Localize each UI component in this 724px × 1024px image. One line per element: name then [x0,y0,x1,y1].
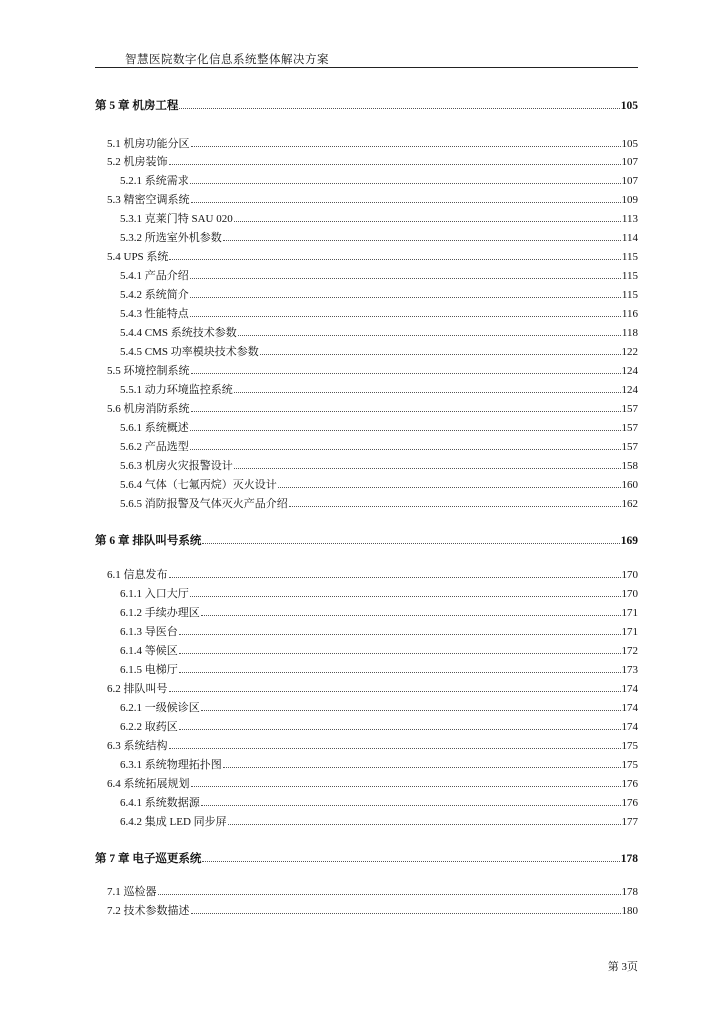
dot-leader [169,738,621,749]
toc-entry-page: 160 [621,479,638,491]
toc-entry[interactable] [95,249,638,265]
dot-leader [190,268,621,279]
dot-leader [202,851,619,862]
toc-entry[interactable] [95,643,638,659]
toc-entry-title: 5.3.2 所选室外机参数 [120,232,222,244]
toc-entry[interactable] [95,477,638,493]
toc-entry-title: 6.1.4 等候区 [120,645,178,657]
toc-entry-title: 6.1.2 手续办理区 [120,607,200,619]
toc-entry[interactable] [95,439,638,455]
toc-entry-page: 175 [621,740,638,752]
toc-entry-page: 109 [621,194,638,206]
toc-entry[interactable] [95,884,638,900]
dot-leader [238,325,621,336]
toc-entry[interactable] [95,586,638,602]
dot-leader [201,795,621,806]
toc-entry[interactable] [95,738,638,754]
toc-entry-title: 5.6.4 气体（七氟丙烷）灭火设计 [120,479,277,491]
dot-leader [190,287,621,298]
dot-leader [190,439,621,450]
dot-leader [201,605,621,616]
toc-entry[interactable] [95,154,638,170]
toc-entry[interactable] [95,776,638,792]
dot-leader [169,154,621,165]
toc-entry-page: 171 [621,626,638,638]
toc-entry-title: 5.2 机房装饰 [107,156,168,168]
toc-entry[interactable] [95,211,638,227]
toc-entry-page: 177 [621,816,638,828]
dot-leader [223,757,621,768]
toc-entry-title: 7.2 技术参数描述 [107,905,190,917]
toc-entry-title: 5.1 机房功能分区 [107,138,190,150]
toc-entry[interactable] [95,325,638,341]
toc-entry-title: 5.2.1 系统需求 [120,175,189,187]
toc-entry[interactable] [95,420,638,436]
dot-leader [179,98,619,109]
toc-entry-page: 105 [621,138,638,150]
toc-entry-title: 第 7 章 电子巡更系统 [95,853,202,865]
toc-entry-page: 115 [621,289,638,301]
toc-entry-page: 174 [621,683,638,695]
dot-leader [190,306,621,317]
dot-leader [158,884,621,895]
toc-entry-page: 122 [621,346,638,358]
toc-entry-page: 176 [621,797,638,809]
toc-entry-page: 178 [621,886,638,898]
dot-leader [234,458,621,469]
toc-entry-title: 5.4.2 系统简介 [120,289,189,301]
toc-entry-page: 115 [621,251,638,263]
toc-entry-page: 173 [621,664,638,676]
toc-entry-title: 5.4 UPS 系统 [107,251,169,263]
toc-entry-title: 6.1 信息发布 [107,569,168,581]
dot-leader [190,173,621,184]
toc-entry-page: 107 [621,175,638,187]
toc-entry-title: 6.1.5 电梯厅 [120,664,178,676]
toc-entry[interactable] [95,363,638,379]
toc-entry[interactable] [95,700,638,716]
dot-leader [202,533,619,544]
dot-leader [179,662,621,673]
toc-entry-title: 5.6.5 消防报警及气体灭火产品介绍 [120,498,288,510]
toc-entry[interactable] [95,401,638,417]
toc-entry[interactable] [95,344,638,360]
toc-entry[interactable] [95,287,638,303]
toc-entry-title: 6.2.2 取药区 [120,721,178,733]
toc-entry-page: 170 [621,588,638,600]
toc-entry-page: 172 [621,645,638,657]
toc-entry-page: 105 [620,100,638,112]
toc-entry[interactable] [95,173,638,189]
dot-leader [234,382,621,393]
toc-entry-title: 5.5 环境控制系统 [107,365,190,377]
toc-entry-title: 6.1.3 导医台 [120,626,178,638]
toc-chapter-entry[interactable] [95,98,638,114]
toc-entry-title: 5.6.1 系统概述 [120,422,189,434]
toc-entry-title: 5.4.5 CMS 功率模块技术参数 [120,346,259,358]
toc-entry-page: 169 [620,535,638,547]
page-number: 第 3页 [607,961,638,973]
dot-leader [169,249,620,260]
dot-leader [179,719,621,730]
toc-entry[interactable] [95,230,638,246]
toc-entry-page: 162 [621,498,638,510]
toc-entry[interactable] [95,681,638,697]
toc-entry-page: 174 [621,721,638,733]
toc-chapter-entry[interactable] [95,533,638,549]
toc-entry[interactable] [95,624,638,640]
toc-entry[interactable] [95,662,638,678]
dot-leader [191,903,621,914]
toc-entry-title: 6.3.1 系统物理拓扑图 [120,759,222,771]
toc-entry-page: 115 [621,270,638,282]
toc-entry[interactable] [95,268,638,284]
toc-entry-page: 124 [621,384,638,396]
toc-chapter-entry[interactable] [95,851,638,867]
toc-entry[interactable] [95,192,638,208]
toc-entry[interactable] [95,605,638,621]
toc-entry[interactable] [95,382,638,398]
toc-entry-page: 175 [621,759,638,771]
toc-entry-title: 5.4.3 性能特点 [120,308,189,320]
dot-leader [260,344,621,355]
toc-entry-title: 5.6 机房消防系统 [107,403,190,415]
toc-entry-title: 5.3.1 克莱门特 SAU 020 [120,213,233,225]
toc-entry[interactable] [95,719,638,735]
dot-leader [191,776,621,787]
header-divider [95,67,638,68]
toc-entry[interactable] [95,903,638,919]
toc-entry-page: 157 [621,422,638,434]
dot-leader [191,192,621,203]
toc-entry-page: 157 [621,441,638,453]
toc-entry-page: 176 [621,778,638,790]
dot-leader [228,814,621,825]
toc-entry[interactable] [95,757,638,773]
toc-entry-page: 107 [621,156,638,168]
toc-entry[interactable] [95,136,638,152]
toc-entry-page: 124 [621,365,638,377]
dot-leader [179,643,621,654]
toc-entry-title: 第 5 章 机房工程 [95,100,179,112]
toc-entry-title: 6.2 排队叫号 [107,683,168,695]
toc-entry-title: 6.4.1 系统数据源 [120,797,200,809]
dot-leader [169,567,621,578]
toc-entry-page: 170 [621,569,638,581]
toc-entry-page: 158 [621,460,638,472]
toc-entry-page: 157 [621,403,638,415]
toc-entry-title: 7.1 巡检器 [107,886,157,898]
dot-leader [234,211,621,222]
toc-entry[interactable] [95,496,638,512]
toc-entry-page: 180 [621,905,638,917]
toc-entry[interactable] [95,795,638,811]
toc-entry-page: 178 [620,853,638,865]
toc-entry-title: 6.3 系统结构 [107,740,168,752]
toc-entry-page: 116 [621,308,638,320]
toc-entry[interactable] [95,458,638,474]
toc-entry-page: 174 [621,702,638,714]
toc-entry-title: 5.4.1 产品介绍 [120,270,189,282]
toc-entry-page: 114 [621,232,638,244]
toc-entry-title: 5.6.3 机房火灾报警设计 [120,460,233,472]
dot-leader [223,230,621,241]
toc-entry-title: 6.2.1 一级候诊区 [120,702,200,714]
toc-entry[interactable] [95,814,638,830]
toc-entry-title: 5.5.1 动力环境监控系统 [120,384,233,396]
page-header-title: 智慧医院数字化信息系统整体解决方案 [125,54,329,66]
dot-leader [190,420,621,431]
dot-leader [191,401,621,412]
dot-leader [191,136,621,147]
toc-entry-page: 113 [621,213,638,225]
dot-leader [191,363,621,374]
toc-entry-title: 6.4 系统拓展规划 [107,778,190,790]
toc-entry-title: 6.4.2 集成 LED 同步屏 [120,816,227,828]
toc-entry[interactable] [95,567,638,583]
dot-leader [289,496,621,507]
toc-entry-title: 5.3 精密空调系统 [107,194,190,206]
toc-entry-title: 6.1.1 入口大厅 [120,588,189,600]
toc-entry-title: 5.4.4 CMS 系统技术参数 [120,327,237,339]
toc-entry-title: 第 6 章 排队叫号系统 [95,535,202,547]
toc-entry-page: 118 [621,327,638,339]
dot-leader [201,700,621,711]
toc-entry[interactable] [95,306,638,322]
dot-leader [278,477,621,488]
dot-leader [169,681,621,692]
dot-leader [179,624,621,635]
dot-leader [190,586,621,597]
toc-entry-page: 171 [621,607,638,619]
toc-entry-title: 5.6.2 产品选型 [120,441,189,453]
